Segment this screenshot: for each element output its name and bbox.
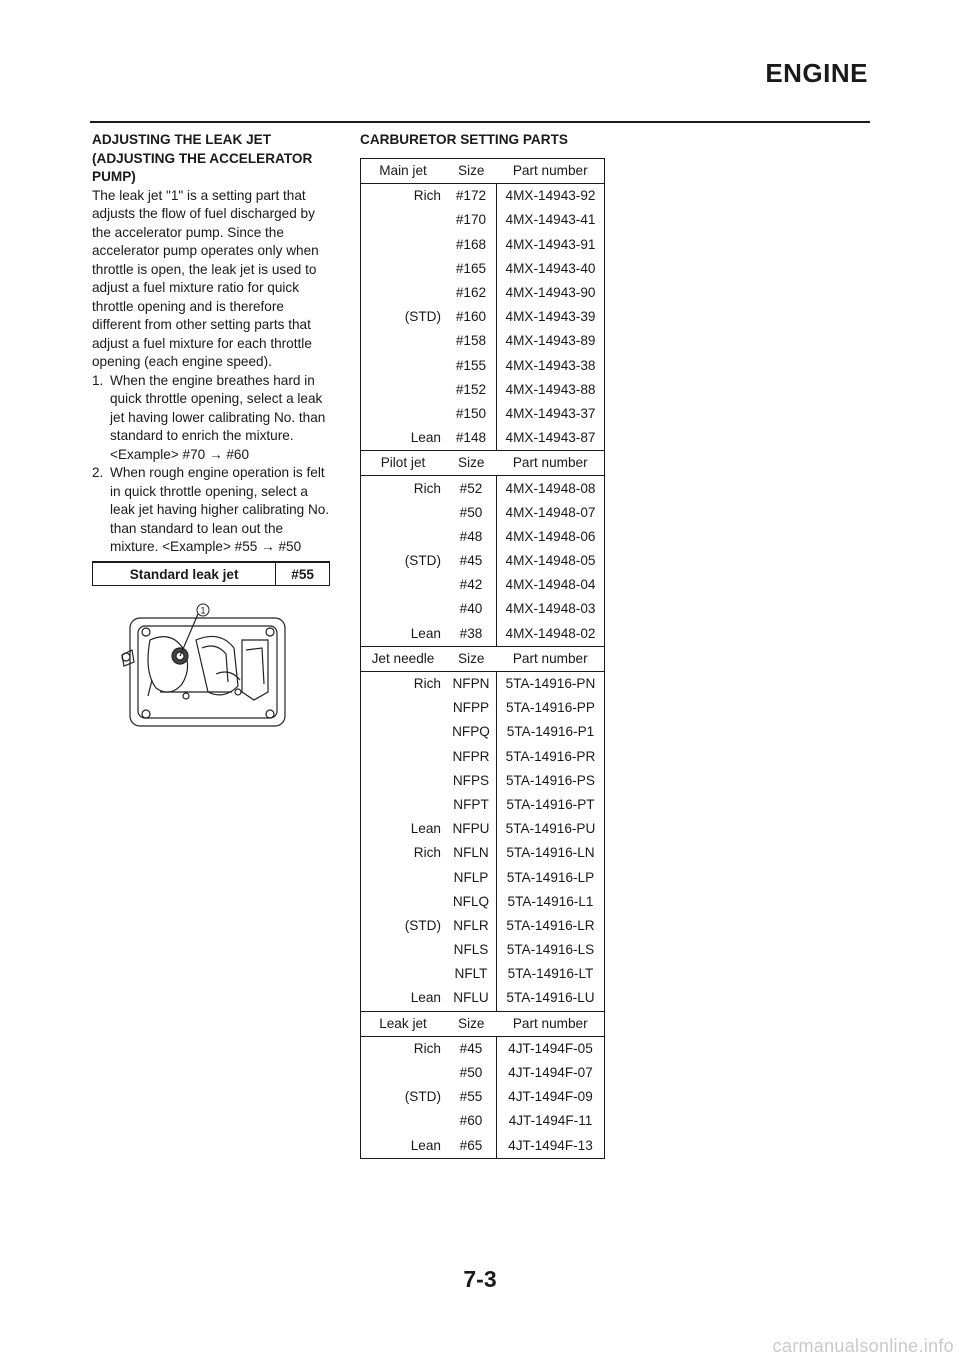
- size-cell: #150: [455, 405, 487, 421]
- size-cell: #65: [459, 1137, 483, 1153]
- table-row: [361, 573, 605, 597]
- table-row: [361, 622, 605, 647]
- part-number-cell: 5TA-14916-P1: [497, 720, 605, 744]
- table-row: [361, 525, 605, 549]
- size-cell: #42: [459, 577, 483, 593]
- table-row: [361, 233, 605, 257]
- section-heading: ADJUSTING THE LEAK JET (ADJUSTING THE ACCELERATOR PUMP): [92, 132, 313, 184]
- range-cell: [361, 501, 447, 525]
- table-row: [361, 184, 605, 209]
- range-cell: [361, 233, 447, 257]
- range-cell: [361, 573, 447, 597]
- column-header-type: Leak jet: [361, 1011, 447, 1036]
- size-cell: #40: [459, 601, 483, 617]
- range-cell: Rich: [413, 676, 441, 692]
- size-cell: NFLS: [453, 942, 489, 958]
- size-cell: NFPR: [452, 748, 490, 764]
- size-cell: NFPQ: [452, 724, 490, 740]
- range-cell: Rich: [413, 845, 441, 861]
- part-number-cell: 5TA-14916-PP: [497, 696, 605, 720]
- column-header-part-number: Part number: [497, 1011, 605, 1036]
- size-cell: #52: [459, 480, 483, 496]
- size-cell: NFLP: [453, 869, 489, 885]
- intro-paragraph: The leak jet "1" is a setting part that adjusts the flow of fuel discharged by the accelerator pump. Since the accelerator pump operates only when throttle is open, the leak jet is used to adjust a fuel mixture ratio for quick throttle opening and is therefore different from other setting parts that adjust a fuel mixture for each throttle opening (each engine speed).: [92, 187, 319, 369]
- page-number: 7-3: [463, 1266, 497, 1292]
- part-number-cell: 4MX-14948-08: [497, 476, 605, 501]
- range-cell: [361, 865, 447, 889]
- carburetor-figure: [112, 600, 292, 734]
- part-number-cell: 4MX-14943-40: [497, 257, 605, 281]
- figure-callout: 1: [200, 605, 206, 616]
- table-row: [93, 562, 330, 586]
- part-number-cell: 5TA-14916-LR: [497, 914, 605, 938]
- column-header-type: Jet needle: [361, 646, 447, 671]
- size-cell: #50: [459, 1065, 483, 1081]
- table-row: [361, 671, 605, 696]
- part-number-cell: 4JT-1494F-07: [497, 1061, 605, 1085]
- range-cell: [361, 281, 447, 305]
- table-row: [361, 281, 605, 305]
- column-header-size: Size: [446, 451, 497, 476]
- range-cell: [361, 208, 447, 232]
- part-number-cell: 4MX-14943-39: [497, 305, 605, 329]
- size-cell: NFPN: [452, 676, 490, 692]
- step-item: [92, 372, 332, 465]
- range-cell: [361, 402, 447, 426]
- table-row: [361, 426, 605, 451]
- part-number-cell: 5TA-14916-PT: [497, 793, 605, 817]
- part-number-cell: 5TA-14916-PN: [497, 671, 605, 696]
- part-number-cell: 5TA-14916-PR: [497, 745, 605, 769]
- table-row: [361, 305, 605, 329]
- table-header-row: [361, 646, 605, 671]
- part-number-cell: 4MX-14943-89: [497, 329, 605, 353]
- column-header-type: Pilot jet: [361, 451, 447, 476]
- size-cell: #45: [459, 1040, 483, 1056]
- range-cell: Rich: [413, 188, 441, 204]
- part-number-cell: 4MX-14948-02: [497, 622, 605, 647]
- size-cell: #155: [455, 357, 487, 373]
- range-cell: [361, 962, 447, 986]
- size-cell: NFPP: [452, 700, 490, 716]
- range-cell: [361, 769, 447, 793]
- table-header-row: [361, 159, 605, 184]
- size-cell: #152: [455, 381, 487, 397]
- table-row: [361, 402, 605, 426]
- range-cell: Lean: [410, 1137, 441, 1153]
- part-number-cell: 4MX-14948-03: [497, 597, 605, 621]
- size-cell: #168: [455, 236, 487, 252]
- part-number-cell: 5TA-14916-PS: [497, 769, 605, 793]
- size-cell: #48: [459, 528, 483, 544]
- size-cell: #160: [455, 309, 487, 325]
- part-number-cell: 4JT-1494F-11: [497, 1109, 605, 1133]
- range-cell: (STD): [404, 917, 441, 933]
- range-cell: Lean: [410, 821, 441, 837]
- part-number-cell: 5TA-14916-L1: [497, 890, 605, 914]
- range-cell: [361, 745, 447, 769]
- table-row: [361, 1036, 605, 1061]
- size-cell: NFLN: [453, 845, 489, 861]
- part-number-cell: 4JT-1494F-13: [497, 1134, 605, 1159]
- page-title: ENGINE: [765, 58, 868, 88]
- table-row: [361, 865, 605, 889]
- size-cell: #45: [459, 553, 483, 569]
- table-row: [361, 914, 605, 938]
- step-item: [92, 464, 332, 557]
- part-number-cell: 4MX-14943-92: [497, 184, 605, 209]
- part-number-cell: 4MX-14948-06: [497, 525, 605, 549]
- part-number-cell: 4MX-14943-88: [497, 378, 605, 402]
- table-row: [361, 890, 605, 914]
- range-cell: [361, 720, 447, 744]
- range-cell: [361, 525, 447, 549]
- steps-list: [92, 372, 332, 557]
- range-cell: [361, 938, 447, 962]
- range-cell: [361, 890, 447, 914]
- step-number: 1.: [92, 372, 104, 388]
- range-cell: [361, 354, 447, 378]
- column-header-part-number: Part number: [497, 159, 605, 184]
- size-cell: NFPT: [453, 796, 489, 812]
- table-row: [361, 1109, 605, 1133]
- part-number-cell: 4MX-14943-37: [497, 402, 605, 426]
- part-number-cell: 4MX-14943-91: [497, 233, 605, 257]
- range-cell: Lean: [410, 625, 441, 641]
- size-cell: NFLT: [454, 966, 488, 982]
- step-text: When rough engine operation is felt in quick throttle opening, select a leak jet having higher calibrating No. than standard to lean out the mixture. <Example> #55 → #50: [110, 465, 330, 554]
- table-row: [361, 501, 605, 525]
- table-row: [361, 986, 605, 1011]
- table-row: [361, 696, 605, 720]
- part-number-cell: 4JT-1494F-09: [497, 1085, 605, 1109]
- right-column: [360, 131, 568, 149]
- part-number-cell: 5TA-14916-LP: [497, 865, 605, 889]
- part-number-cell: 5TA-14916-LN: [497, 841, 605, 865]
- standard-leak-jet-table: [92, 561, 330, 586]
- size-cell: #148: [455, 430, 487, 446]
- table-row: [361, 476, 605, 501]
- table-row: [361, 1134, 605, 1159]
- range-cell: Lean: [410, 430, 441, 446]
- table-row: [361, 745, 605, 769]
- size-cell: #55: [459, 1089, 483, 1105]
- size-cell: NFPS: [452, 772, 490, 788]
- standard-leak-jet-value: #55: [276, 562, 330, 586]
- part-number-cell: 4MX-14948-07: [497, 501, 605, 525]
- size-cell: #60: [459, 1113, 483, 1129]
- watermark: carmanualsonline.info: [772, 1336, 954, 1356]
- range-cell: (STD): [404, 309, 441, 325]
- column-header-type: Main jet: [361, 159, 447, 184]
- table-row: [361, 1061, 605, 1085]
- size-cell: #50: [459, 504, 483, 520]
- column-header-size: Size: [446, 159, 497, 184]
- range-cell: [361, 1109, 447, 1133]
- table-row: [361, 720, 605, 744]
- size-cell: NFLU: [453, 990, 489, 1006]
- table-row: [361, 549, 605, 573]
- column-header-size: Size: [446, 1011, 497, 1036]
- header-rule: [90, 121, 870, 123]
- part-number-cell: 4MX-14943-41: [497, 208, 605, 232]
- range-cell: Lean: [410, 990, 441, 1006]
- table-row: [361, 962, 605, 986]
- step-text: When the engine breathes hard in quick throttle opening, select a leak jet having lower calibrating No. than standard to enrich the mixture. <Example> #70 → #60: [110, 372, 326, 462]
- range-cell: [361, 696, 447, 720]
- step-number: 2.: [92, 465, 104, 480]
- part-number-cell: 4MX-14943-87: [497, 426, 605, 451]
- table-row: [361, 354, 605, 378]
- range-cell: [361, 597, 447, 621]
- table-row: [361, 769, 605, 793]
- table-row: [361, 1085, 605, 1109]
- size-cell: #170: [455, 212, 487, 228]
- size-cell: #158: [455, 333, 487, 349]
- table-row: [361, 841, 605, 865]
- carburetor-setting-parts-table: [360, 158, 605, 1159]
- part-number-cell: 5TA-14916-LU: [497, 986, 605, 1011]
- column-header-part-number: Part number: [497, 451, 605, 476]
- column-header-part-number: Part number: [497, 646, 605, 671]
- size-cell: NFLR: [453, 917, 489, 933]
- standard-leak-jet-label: Standard leak jet: [93, 562, 276, 586]
- part-number-cell: 4JT-1494F-05: [497, 1036, 605, 1061]
- range-cell: [361, 329, 447, 353]
- part-number-cell: 4MX-14948-05: [497, 549, 605, 573]
- range-cell: (STD): [404, 553, 441, 569]
- part-number-cell: 5TA-14916-PU: [497, 817, 605, 841]
- table-header-row: [361, 451, 605, 476]
- range-cell: Rich: [413, 1040, 441, 1056]
- size-cell: NFPU: [452, 821, 490, 837]
- part-number-cell: 4MX-14943-90: [497, 281, 605, 305]
- table-row: [361, 208, 605, 232]
- range-cell: [361, 257, 447, 281]
- table-row: [361, 378, 605, 402]
- part-number-cell: 4MX-14943-38: [497, 354, 605, 378]
- carburetor-parts-heading: CARBURETOR SETTING PARTS: [360, 132, 568, 147]
- range-cell: Rich: [413, 480, 441, 496]
- table-row: [361, 938, 605, 962]
- range-cell: (STD): [404, 1089, 441, 1105]
- part-number-cell: 4MX-14948-04: [497, 573, 605, 597]
- size-cell: NFLQ: [452, 893, 490, 909]
- table-row: [361, 817, 605, 841]
- table-row: [361, 597, 605, 621]
- part-number-cell: 5TA-14916-LT: [497, 962, 605, 986]
- range-cell: [361, 378, 447, 402]
- table-row: [361, 329, 605, 353]
- table-row: [361, 793, 605, 817]
- size-cell: #38: [459, 625, 483, 641]
- size-cell: #162: [455, 285, 487, 301]
- left-column: [92, 131, 332, 557]
- size-cell: #172: [455, 188, 487, 204]
- part-number-cell: 5TA-14916-LS: [497, 938, 605, 962]
- size-cell: #165: [455, 260, 487, 276]
- range-cell: [361, 793, 447, 817]
- range-cell: [361, 1061, 447, 1085]
- table-row: [361, 257, 605, 281]
- table-header-row: [361, 1011, 605, 1036]
- column-header-size: Size: [446, 646, 497, 671]
